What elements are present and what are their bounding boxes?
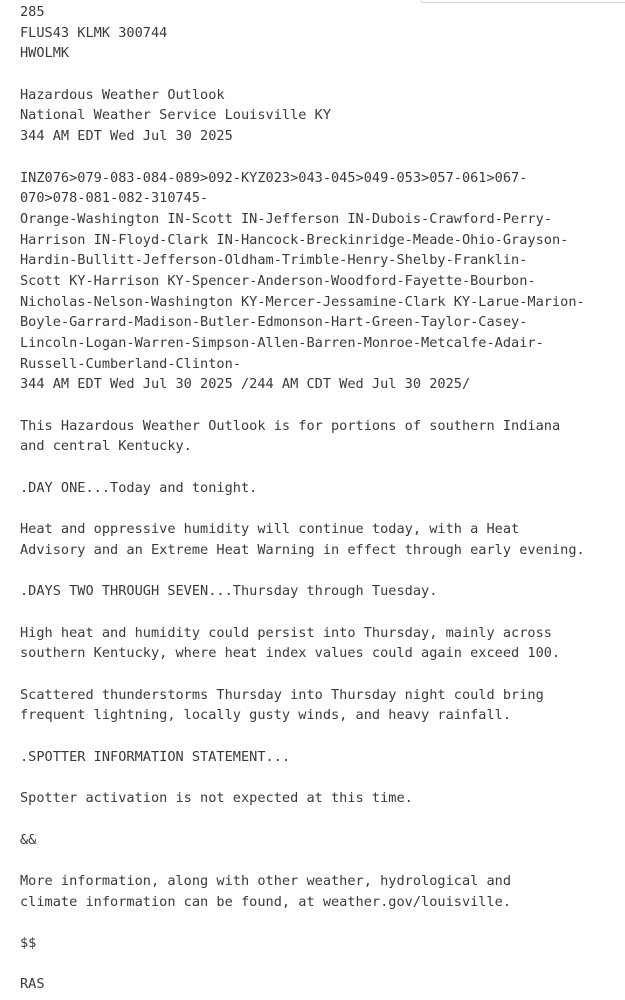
bulletin-line: .DAY ONE...Today and tonight. [20,479,258,496]
bulletin-line: Scattered thunderstorms Thursday into Thursday night could bring [20,686,544,703]
bulletin-line: 070>078-081-082-310745- [20,190,209,207]
bulletin-line [20,457,620,478]
bulletin-line [20,64,620,85]
bulletin-line: Hardin-Bullitt-Jefferson-Oldham-Trimble-Henry-Shelby-Franklin- [20,252,528,269]
bulletin-line: High heat and humidity could persist into Thursday, mainly across [20,624,552,641]
bulletin-line: HWOLMK [20,45,70,62]
bulletin-line [20,726,620,747]
bulletin-line: && [20,831,37,848]
bulletin-line: Harrison IN-Floyd-Clark IN-Hancock-Breckinridge-Meade-Ohio-Grayson- [20,231,569,248]
bulletin-line [20,602,620,623]
bulletin-line: Lincoln-Logan-Warren-Simpson-Allen-Barren-Monroe-Metcalfe-Adair- [20,335,544,351]
bulletin-line: 344 AM EDT Wed Jul 30 2025 /244 AM CDT Wed Jul 30 2025/ [20,376,471,393]
bulletin-line [20,395,620,416]
bulletin-line: southern Kentucky, where heat index values could again exceed 100. [20,645,561,662]
bulletin-line: Spotter activation is not expected at this time. [20,790,413,807]
bulletin-line: Nicholas-Nelson-Washington KY-Mercer-Jessamine-Clark KY-Larue-Marion- [20,293,585,310]
bulletin-line [20,954,620,975]
bulletin-line: and central Kentucky. [20,438,192,455]
bulletin-line [20,767,620,788]
bulletin-line: climate information can be found, at weather.gov/louisville. [20,893,512,910]
bulletin-line [20,850,620,871]
bulletin-line: $$ [20,934,37,951]
bulletin-line: .DAYS TWO THROUGH SEVEN...Thursday through Tuesday. [20,583,438,600]
bulletin-line: Advisory and an Extreme Heat Warning in effect through early evening. [20,541,585,558]
bulletin-line [20,561,620,582]
bulletin-text [20,2,620,995]
bulletin-line [20,809,620,830]
bulletin-line: More information, along with other weather, hydrological and [20,872,512,889]
bulletin-line: .SPOTTER INFORMATION STATEMENT... [20,748,291,765]
bulletin-line: Russell-Cumberland-Clinton- [20,355,241,372]
bulletin-line: Orange-Washington IN-Scott IN-Jefferson IN-Dubois-Crawford-Perry- [20,210,552,227]
bulletin-line: National Weather Service Louisville KY [20,107,331,124]
bulletin-line: 344 AM EDT Wed Jul 30 2025 [20,128,233,145]
bulletin-line: 285 [20,4,45,20]
bulletin-line [20,499,620,520]
bulletin-line [20,912,620,933]
bulletin-line: FLUS43 KLMK 300744 [20,24,168,41]
bulletin-line: Boyle-Garrard-Madison-Butler-Edmonson-Hart-Green-Taylor-Casey- [20,314,528,331]
bulletin-line [20,664,620,685]
bulletin-line [20,147,620,168]
bulletin-line: Hazardous Weather Outlook [20,86,225,103]
bulletin-line: Heat and oppressive humidity will continue today, with a Heat [20,521,520,538]
bulletin-line: frequent lightning, locally gusty winds, and heavy rainfall. [20,707,512,724]
bulletin-line: RAS [20,976,45,993]
bulletin-line: This Hazardous Weather Outlook is for portions of southern Indiana [20,417,561,434]
bulletin-line: INZ076>079-083-084-089>092-KYZ023>043-045>049-053>057-061>067- [20,169,528,186]
bulletin-line: Scott KY-Harrison KY-Spencer-Anderson-Woodford-Fayette-Bourbon- [20,272,536,289]
